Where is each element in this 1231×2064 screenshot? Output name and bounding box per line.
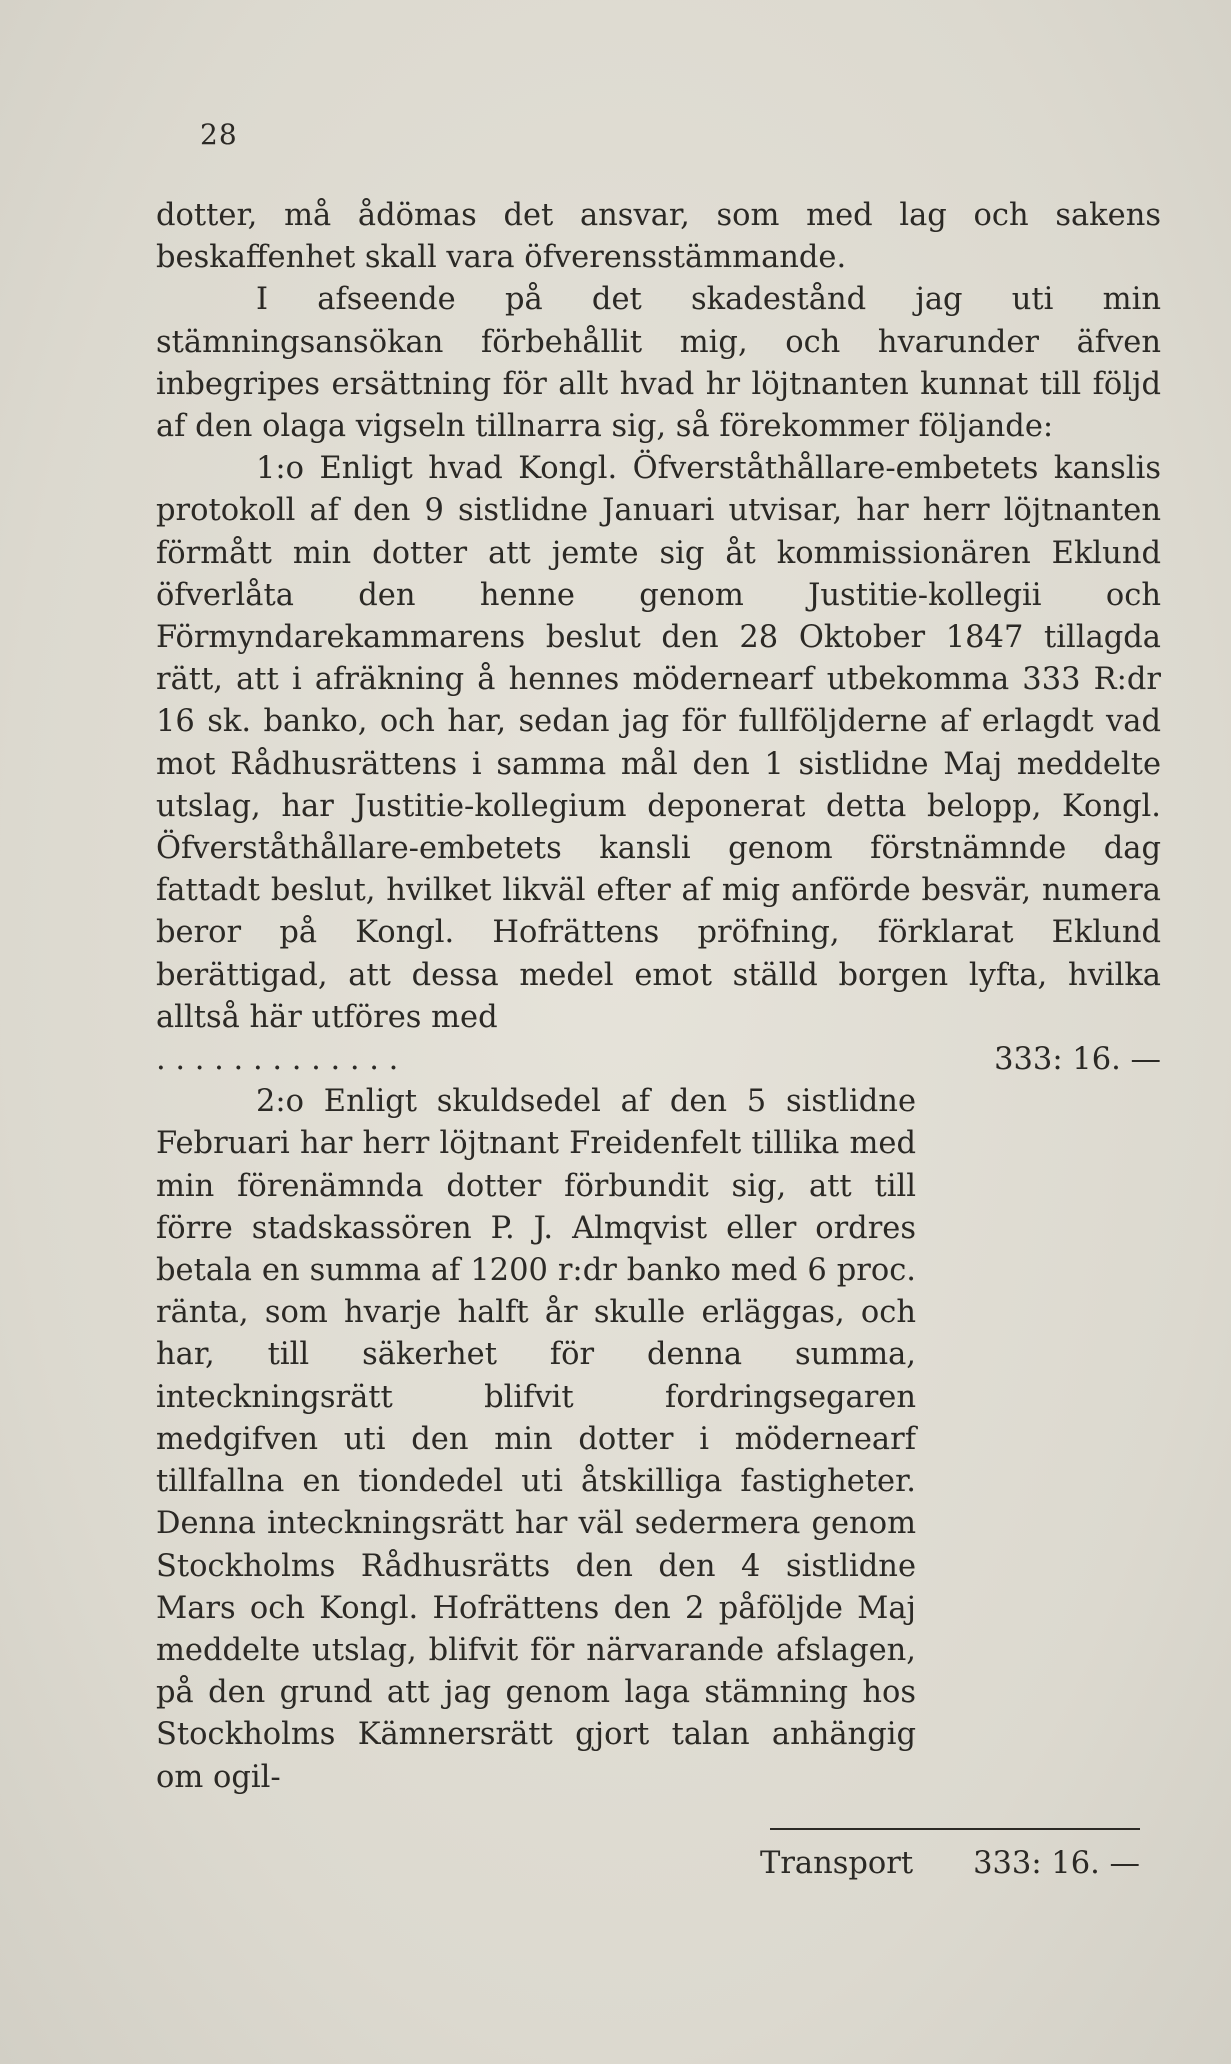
amount-1: 333: 16. — xyxy=(994,1042,1161,1078)
dot-leader: . . . . . . . . . . . . . xyxy=(156,1042,399,1078)
transport-line xyxy=(760,1846,1140,1881)
transport-label: Transport xyxy=(760,1846,914,1881)
amount-line-1 xyxy=(156,1039,1161,1081)
paragraph-2: I afseende på det skadestånd jag uti min stämningsansökan förbehållit mig, och hvarunder äfven inbegripes ersättning för allt hvad hr löjtnanten kunnat till följd af den olaga vigseln tillnarra sig, så förekommer följande: xyxy=(156,282,1161,445)
transport-amount: 333: 16. — xyxy=(973,1846,1140,1881)
body-text xyxy=(156,195,1161,1799)
paragraph-3: 1:o Enligt hvad Kongl. Öfverståthållare-embetets kanslis protokoll af den 9 sistlidne Januari utvisar, har herr löjtnanten förmått min dotter att jemte sig åt kommissionären Eklund öfverlåta den henne genom Justitie-kollegii och Förmyndarekammarens beslut den 28 Oktober 1847 tillagda rätt, att i afräkning å hennes mödernearf utbekomma 333 R:dr 16 sk. banko, och har, sedan jag för fullföljderne af erlagdt vad mot Rådhusrättens i samma mål den 1 sistlidne Maj meddelte utslag, har Justitie-kollegium deponerat detta belopp, Kongl. Öfverståthållare-embetets kansli genom förstnämnde dag fattadt beslut, hvilket likväl efter af mig anförde besvär, numera beror på Kongl. Hofrättens pröfning, förklarat Eklund berättigad, att dessa medel emot ställd borgen lyfta, hvilka alltså här utföres med xyxy=(156,451,1161,1035)
page-number: 28 xyxy=(200,118,238,151)
paragraph-4: 2:o Enligt skuldsedel af den 5 sistlidne Februari har herr löjtnant Freidenfelt tillika med min förenämnda dotter förbundit sig, att till förre stadskassören P. J. Almqvist eller ordres betala en summa af 1200 r:dr banko med 6 proc. ränta, som hvarje halft år skulle erläggas, och har, till säkerhet för denna summa, inteckningsrätt blifvit fordringsegaren medgifven uti den min dotter i mödernearf tillfallna en tiondedel uti åtskilliga fastigheter. Denna inteckningsrätt har väl sedermera genom Stockholms Rådhusrätts den den 4 sistlidne Mars och Kongl. Hofrättens den 2 påföljde Maj meddelte utslag, blifvit för närvarande afslagen, på den grund att jag genom laga stämning hos Stockholms Kämnersrätt gjort talan anhängig om ogil- xyxy=(156,1084,916,1795)
paragraph-1: dotter, må ådömas det ansvar, som med lag och sakens beskaffenhet skall vara öfverensstämmande. xyxy=(156,198,1161,276)
transport-rule xyxy=(770,1828,1140,1830)
